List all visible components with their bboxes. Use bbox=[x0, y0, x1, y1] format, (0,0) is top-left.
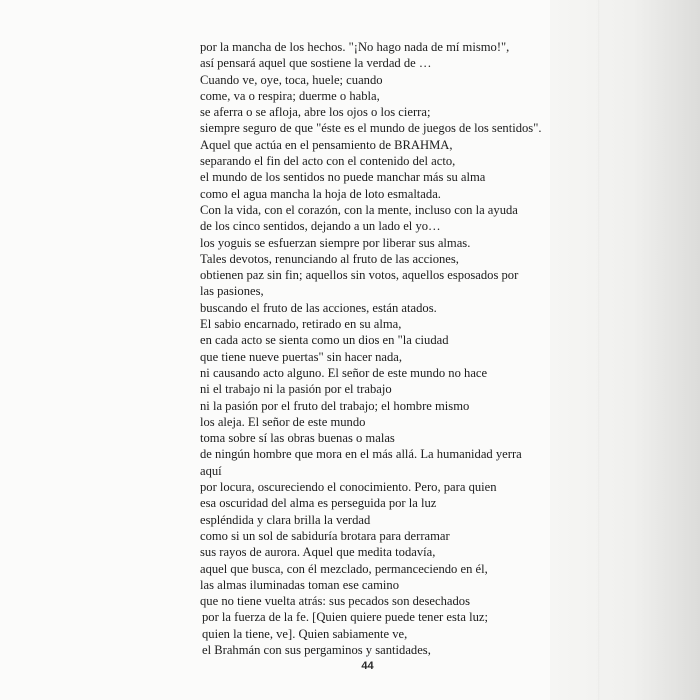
text-line: obtienen paz sin fin; aquellos sin votos, aquellos esposados por bbox=[200, 268, 519, 283]
text-line: Aquel que actúa en el pensamiento de BRAHMA, bbox=[200, 137, 453, 152]
text-line: sus rayos de aurora. Aquel que medita todavía, bbox=[200, 545, 436, 560]
text-line: se aferra o se afloja, abre los ojos o los cierra; bbox=[200, 105, 431, 120]
text-line: que tiene nueve puertas" sin hacer nada, bbox=[200, 349, 403, 364]
text-line: quien la tiene, ve]. Quien sabiamente ve, bbox=[202, 626, 408, 641]
text-line: como el agua mancha la hoja de loto esmaltada. bbox=[200, 186, 441, 201]
text-line: el Brahmán con sus pergaminos y santidades, bbox=[202, 642, 431, 657]
poem-text-block bbox=[200, 39, 560, 658]
text-line: El sabio encarnado, retirado en su alma, bbox=[200, 317, 402, 332]
page-edge bbox=[598, 0, 600, 700]
text-line: las almas iluminadas toman ese camino bbox=[200, 577, 399, 592]
text-line: por la mancha de los hechos. "¡No hago nada de mí mismo!", bbox=[200, 40, 510, 54]
text-line: que no tiene vuelta atrás: sus pecados son desechados bbox=[200, 594, 470, 609]
text-line: de los cinco sentidos, dejando a un lado el yo… bbox=[200, 219, 441, 234]
text-line: separando el fin del acto con el contenido del acto, bbox=[200, 154, 456, 169]
text-line: espléndida y clara brilla la verdad bbox=[200, 512, 371, 527]
text-line: las pasiones, bbox=[200, 284, 264, 299]
text-line: esa oscuridad del alma es perseguida por la luz bbox=[200, 496, 437, 511]
text-line: come, va o respira; duerme o habla, bbox=[200, 88, 380, 103]
text-line: en cada acto se sienta como un dios en "la ciudad bbox=[200, 333, 449, 348]
text-line: como si un sol de sabiduría brotara para derramar bbox=[200, 528, 450, 543]
text-line: aquí bbox=[200, 463, 222, 478]
page-number: 44 bbox=[361, 660, 374, 672]
text-line: por locura, oscureciendo el conocimiento. Pero, para quien bbox=[200, 480, 497, 495]
text-line: Con la vida, con el corazón, con la mente, incluso con la ayuda bbox=[200, 202, 518, 217]
page-gutter-shadow bbox=[550, 0, 700, 700]
text-line: los yoguis se esfuerzan siempre por liberar sus almas. bbox=[200, 235, 471, 250]
text-line: el mundo de los sentidos no puede manchar más su alma bbox=[200, 170, 486, 185]
text-line: por la fuerza de la fe. [Quien quiere puede tener esta luz; bbox=[202, 610, 489, 625]
text-line: ni causando acto alguno. El señor de este mundo no hace bbox=[200, 365, 488, 380]
text-line: Tales devotos, renunciando al fruto de las acciones, bbox=[200, 251, 459, 266]
text-line: buscando el fruto de las acciones, están atados. bbox=[200, 300, 437, 315]
text-line: los aleja. El señor de este mundo bbox=[200, 414, 366, 429]
text-line: aquel que busca, con él mezclado, permanceciendo en él, bbox=[200, 561, 488, 576]
text-line: así pensará aquel que sostiene la verdad de … bbox=[200, 56, 432, 71]
text-line: Cuando ve, oye, toca, huele; cuando bbox=[200, 72, 383, 87]
text-line: siempre seguro de que "éste es el mundo de juegos de los sentidos". bbox=[200, 121, 542, 136]
text-line: ni la pasión por el fruto del trabajo; el hombre mismo bbox=[200, 398, 470, 413]
text-line: ni el trabajo ni la pasión por el trabajo bbox=[200, 382, 392, 397]
text-line: toma sobre sí las obras buenas o malas bbox=[200, 431, 395, 446]
text-line: de ningún hombre que mora en el más allá. La humanidad yerra bbox=[200, 447, 522, 462]
